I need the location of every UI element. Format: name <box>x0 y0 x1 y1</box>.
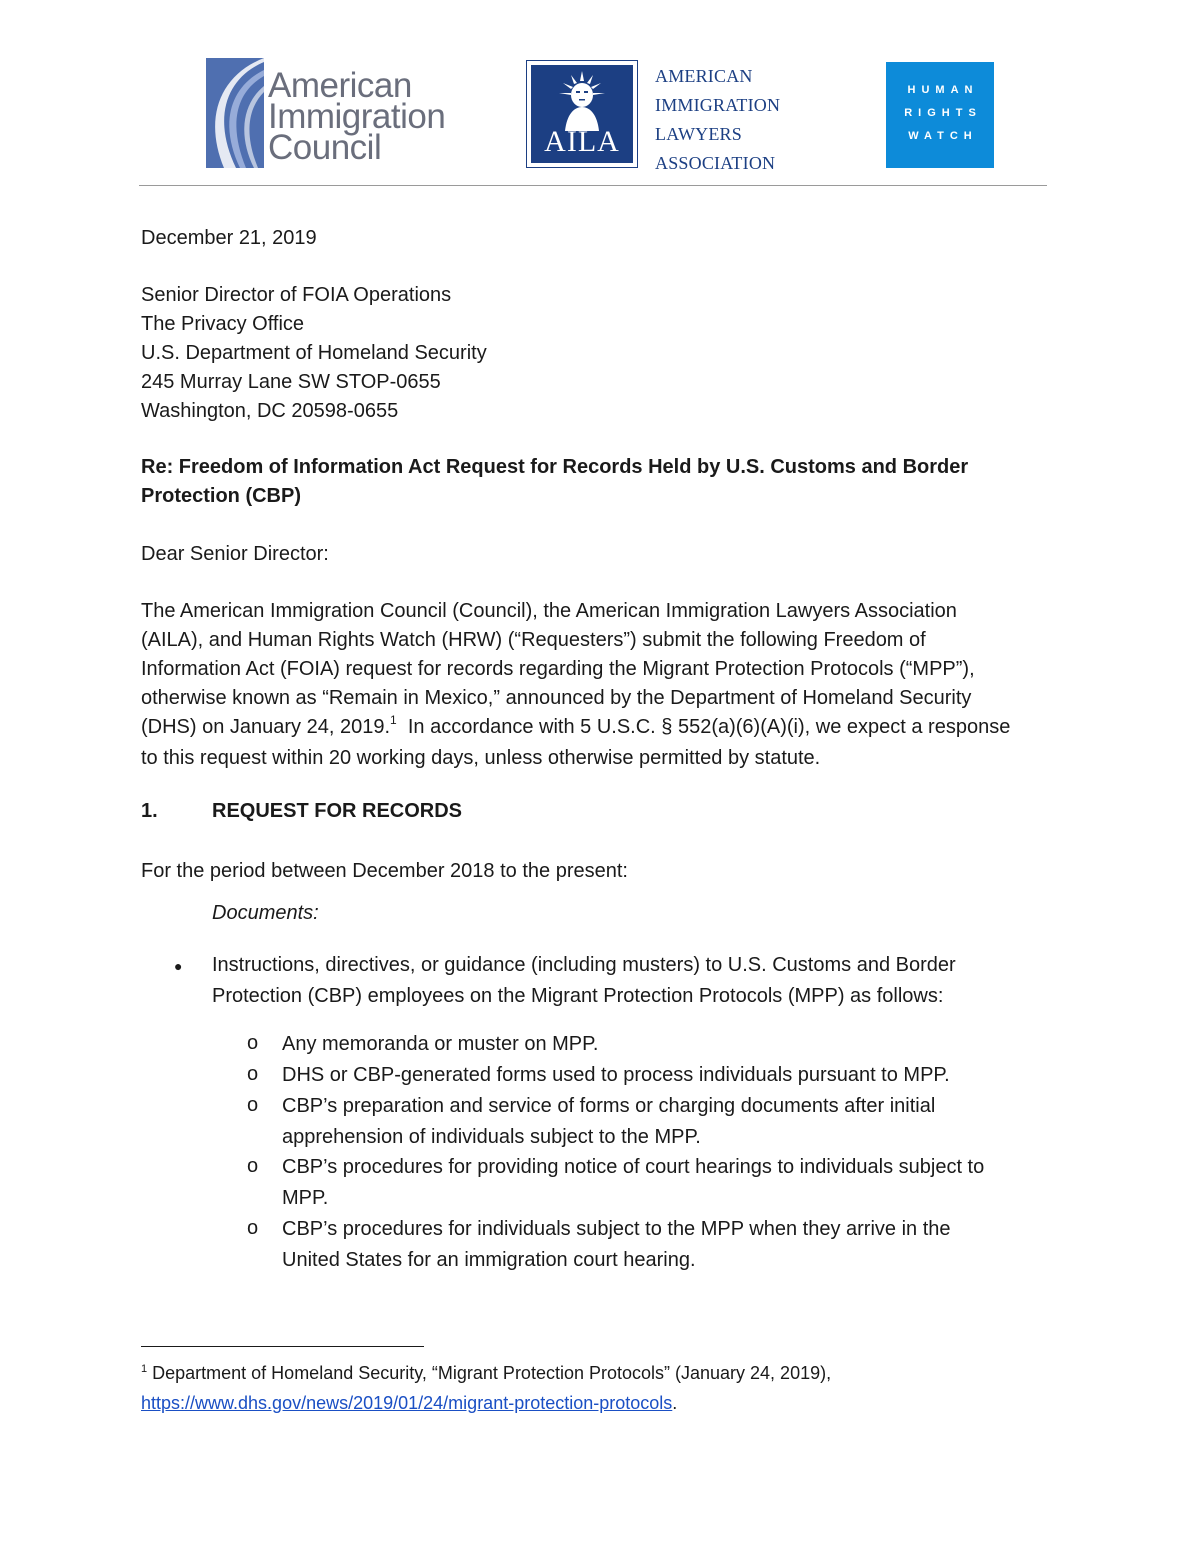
aic-line-3: Council <box>268 128 382 167</box>
section-title: REQUEST FOR RECORDS <box>212 800 463 822</box>
aic-line-1: American <box>268 66 412 105</box>
bullet-icon: ● <box>174 958 183 974</box>
aic-swoosh-icon <box>206 58 264 168</box>
footnote-separator <box>141 1346 424 1347</box>
aic-line-2: Immigration <box>268 97 446 136</box>
period-statement: For the period between December 2018 to the present: <box>141 860 628 882</box>
human-rights-watch-logo <box>886 62 994 168</box>
footnote-link[interactable]: https://www.dhs.gov/news/2019/01/24/migrant-protection-protocols <box>141 1393 673 1413</box>
sub-bullet-icon: o <box>247 1217 259 1239</box>
footnote-line-1: $^1$ Department of Homeland Security, “Migrant Protection Protocols” (January 24, 2019), <box>141 1363 832 1383</box>
address-line-1: Senior Director of FOIA Operations <box>141 284 452 306</box>
aila-line-1: AMERICAN <box>655 66 753 86</box>
documents-label: Documents: <box>212 902 319 924</box>
section-number: 1. <box>141 800 158 822</box>
american-immigration-council-logo <box>206 58 446 170</box>
sub-bullet-icon: o <box>247 1063 259 1085</box>
subject-line <box>141 453 968 511</box>
aila-full-name <box>655 62 780 178</box>
footnote-ref-1[interactable]: 1 <box>390 713 397 727</box>
subject-line-2: Protection (CBP) <box>141 485 301 507</box>
intro-line-6: to this request within 20 working days, unless otherwise permitted by statute. <box>141 747 821 769</box>
bullet-item <box>212 950 956 1012</box>
aila-line-4: ASSOCIATION <box>655 153 776 173</box>
footnote-line-2: https://www.dhs.gov/news/2019/01/24/migrant-protection-protocols. <box>141 1393 678 1413</box>
sub-item: DHS or CBP-generated forms used to process individuals pursuant to MPP. <box>282 1064 950 1086</box>
hrw-line-2: RIGHTS <box>904 107 982 119</box>
address-line-2: The Privacy Office <box>141 313 305 335</box>
intro-line-2: (AILA), and Human Rights Watch (HRW) (“Requesters”) submit the following Freedom of <box>141 629 926 651</box>
letterhead-divider <box>139 185 1047 186</box>
letter-date: December 21, 2019 <box>141 227 317 249</box>
sub-bullet-icon: o <box>247 1094 259 1116</box>
bullet-line-2: Protection (CBP) employees on the Migrant Protection Protocols (MPP) as follows: <box>212 985 944 1007</box>
aila-line-3: LAWYERS <box>655 124 742 144</box>
sub-item: Any memoranda or muster on MPP. <box>282 1033 599 1055</box>
hrw-line-3: WATCH <box>908 130 978 142</box>
intro-line-5: (DHS) on January 24, 2019.$^1$ In accordance with 5 U.S.C. § 552(a)(6)(A)(i), we expect a response <box>141 713 1011 738</box>
intro-paragraph <box>141 597 1010 773</box>
subject-line-1: Re: Freedom of Information Act Request for Records Held by U.S. Customs and Border <box>141 456 969 478</box>
aic-wordmark <box>268 66 446 167</box>
sub-bullet-icon: o <box>247 1032 259 1054</box>
statue-of-liberty-icon <box>531 65 633 131</box>
sub-item: CBP’s preparation and service of forms or charging documents after initial apprehension of individuals subject to the MPP. <box>282 1095 936 1148</box>
recipient-address <box>141 281 487 426</box>
address-line-3: U.S. Department of Homeland Security <box>141 342 487 364</box>
sub-item: CBP’s procedures for individuals subject to the MPP when they arrive in the United States for an immigration court hearing. <box>282 1218 951 1271</box>
sub-item: CBP’s procedures for providing notice of court hearings to individuals subject to MPP. <box>282 1156 985 1209</box>
bullet-line-1: Instructions, directives, or guidance (including musters) to U.S. Customs and Border <box>212 954 956 976</box>
intro-line-3: Information Act (FOIA) request for records regarding the Migrant Protection Protocols (“MPP”), <box>141 658 975 680</box>
address-line-4: 245 Murray Lane SW STOP-0655 <box>141 371 441 393</box>
intro-line-1: The American Immigration Council (Council), the American Immigration Lawyers Association <box>141 600 957 622</box>
address-line-5: Washington, DC 20598-0655 <box>141 400 399 422</box>
aila-logo <box>526 60 638 168</box>
hrw-line-1: HUMAN <box>907 84 979 96</box>
sub-bullet-icon: o <box>247 1155 259 1177</box>
footnote <box>141 1360 831 1417</box>
aila-line-2: IMMIGRATION <box>655 95 781 115</box>
intro-line-4: otherwise known as “Remain in Mexico,” announced by the Department of Homeland Security <box>141 687 972 709</box>
salutation: Dear Senior Director: <box>141 543 329 565</box>
aila-abbreviation: AILA <box>544 125 620 158</box>
